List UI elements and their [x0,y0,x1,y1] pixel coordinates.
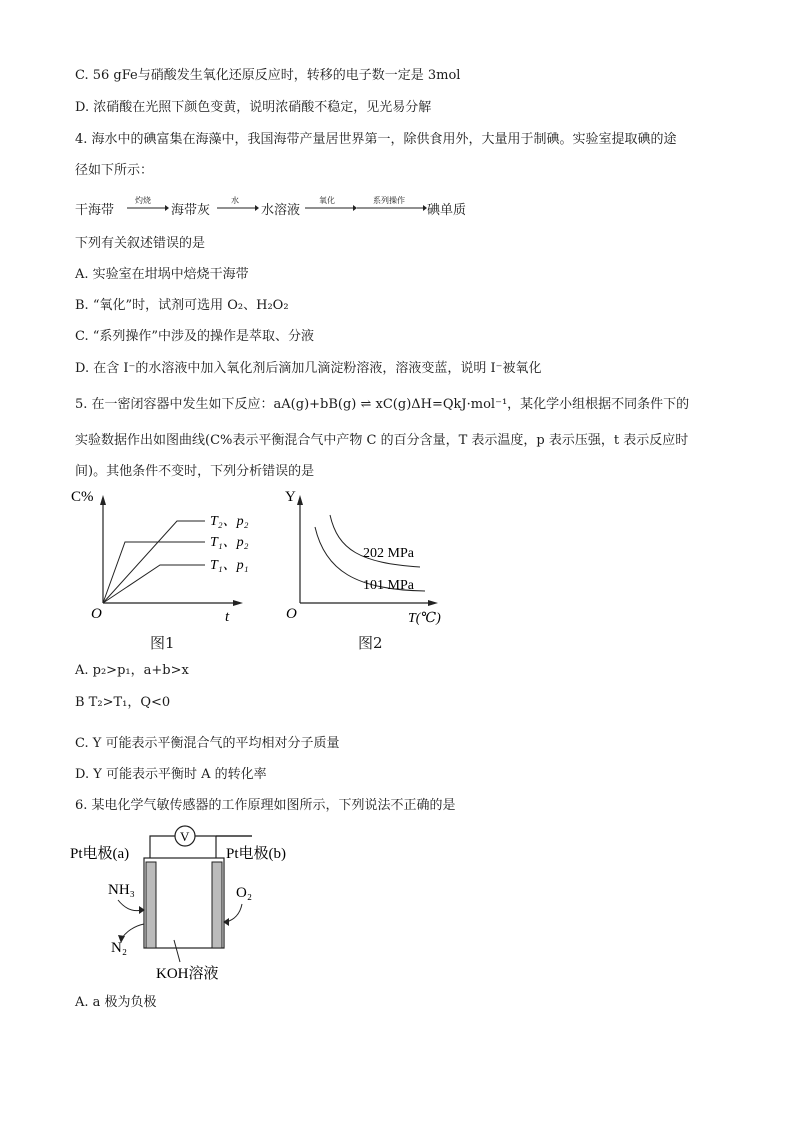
flow-step-3: 水溶液 [261,203,301,218]
q3-option-c: C. 56 gFe与硝酸发生氧化还原反应时，转移的电子数一定是 3mol [75,68,461,83]
solution-label: KOH溶液 [156,966,219,982]
fig1-origin: O [91,606,102,622]
flow-arrow-3-icon [305,201,357,215]
left-electrode-label: Pt电极(a) [70,846,130,862]
q4-stem-line1: 4. 海水中的碘富集在海藻中，我国海带产量居世界第一，除供食用外，大量用于制碘。实验室提取碘的途 [75,132,677,147]
q5-figure-2 [280,485,460,630]
fig1-curve-3-label: T₁、p₁ [210,558,249,573]
electrode-a [146,862,156,948]
flow-arrow-4-label: 系列操作 [373,196,405,205]
fig1-x-arrow-icon [233,600,243,606]
fig1-curve-3 [103,565,205,603]
flow-arrow-1-icon [127,201,169,215]
fig2-ylabel: Y [285,489,296,505]
fig2-xlabel: T(℃) [408,611,441,626]
fig1-caption: 图1 [150,634,175,652]
q4-stem-line2: 径如下所示： [75,163,154,178]
q5-stem-line3: 间)。其他条件不变时，下列分析错误的是 [75,464,315,479]
flow-step-1: 干海带 [75,203,115,218]
n2-label: N₂ [111,940,128,956]
q4-question: 下列有关叙述错误的是 [75,236,206,251]
voltmeter-label: V [180,829,190,844]
q5-option-a: A. p₂>p₁，a+b>x [75,663,189,678]
q6-sensor-diagram [68,822,313,987]
right-electrode-label: Pt电极(b) [226,846,287,862]
fig1-y-arrow-icon [100,495,106,505]
fig1-curve-1-label: T₂、p₂ [210,514,249,529]
q4-option-d: D. 在含 I⁻的水溶液中加入氧化剂后滴加几滴淀粉溶液，溶液变蓝，说明 I⁻被氧化 [75,361,542,376]
fig1-xlabel: t [225,609,230,625]
flow-arrow-2-label: 水 [231,196,239,205]
o2-label: O₂ [236,885,253,901]
q5-option-c: C. Y 可能表示平衡混合气的平均相对分子质量 [75,736,340,751]
fig1-curve-2-label: T₁、p₂ [210,535,249,550]
q4-option-c: C. “系列操作”中涉及的操作是萃取、分液 [75,329,315,344]
flow-arrow-4-icon [357,201,427,215]
flow-arrow-1-label: 灼烧 [135,196,151,205]
flow-step-2: 海带灰 [171,203,211,218]
flow-arrow-2-icon [217,201,259,215]
n2-arrow-icon [122,924,144,938]
nh3-label: NH₃ [108,882,135,898]
q5-figure-1 [65,485,255,625]
fig2-curve-101-label: 101 MPa [363,578,414,593]
q5-option-b: B T₂>T₁，Q<0 [75,695,171,710]
fig1-curve-2 [103,542,205,603]
q4-option-b: B. “氧化”时，试剂可选用 O₂、H₂O₂ [75,298,289,313]
q5-option-d: D. Y 可能表示平衡时 A 的转化率 [75,767,267,782]
flow-arrow-3-label: 氧化 [319,196,335,205]
q6-option-a: A. a 极为负极 [75,995,157,1010]
q4-option-a: A. 实验室在坩埚中焙烧干海带 [75,267,249,282]
q5-stem-line2: 实验数据作出如图曲线(C%表示平衡混合气中产物 C 的百分含量，T 表示温度，p 表示压强，t 表示反应时 [75,433,689,448]
nh3-arrow-icon [118,900,142,911]
fig2-caption: 图2 [358,634,383,652]
electrode-b [212,862,222,948]
flow-step-4: 碘单质 [427,203,467,218]
q4-flow [75,197,495,219]
q3-option-d: D. 浓硝酸在光照下颜色变黄，说明浓硝酸不稳定，见光易分解 [75,100,432,115]
fig2-curve-202-label: 202 MPa [363,546,414,561]
fig2-x-arrow-icon [428,600,438,606]
q6-stem: 6. 某电化学气敏传感器的工作原理如图所示，下列说法不正确的是 [75,798,456,813]
q5-stem-line1: 5. 在一密闭容器中发生如下反应：aA(g)+bB(g) ⇌ xC(g)ΔH=QkJ·mol⁻¹，某化学小组根据不同条件下的 [75,397,690,412]
fig1-ylabel: C% [71,489,94,505]
fig2-y-arrow-icon [297,495,303,505]
fig2-origin: O [286,606,297,622]
